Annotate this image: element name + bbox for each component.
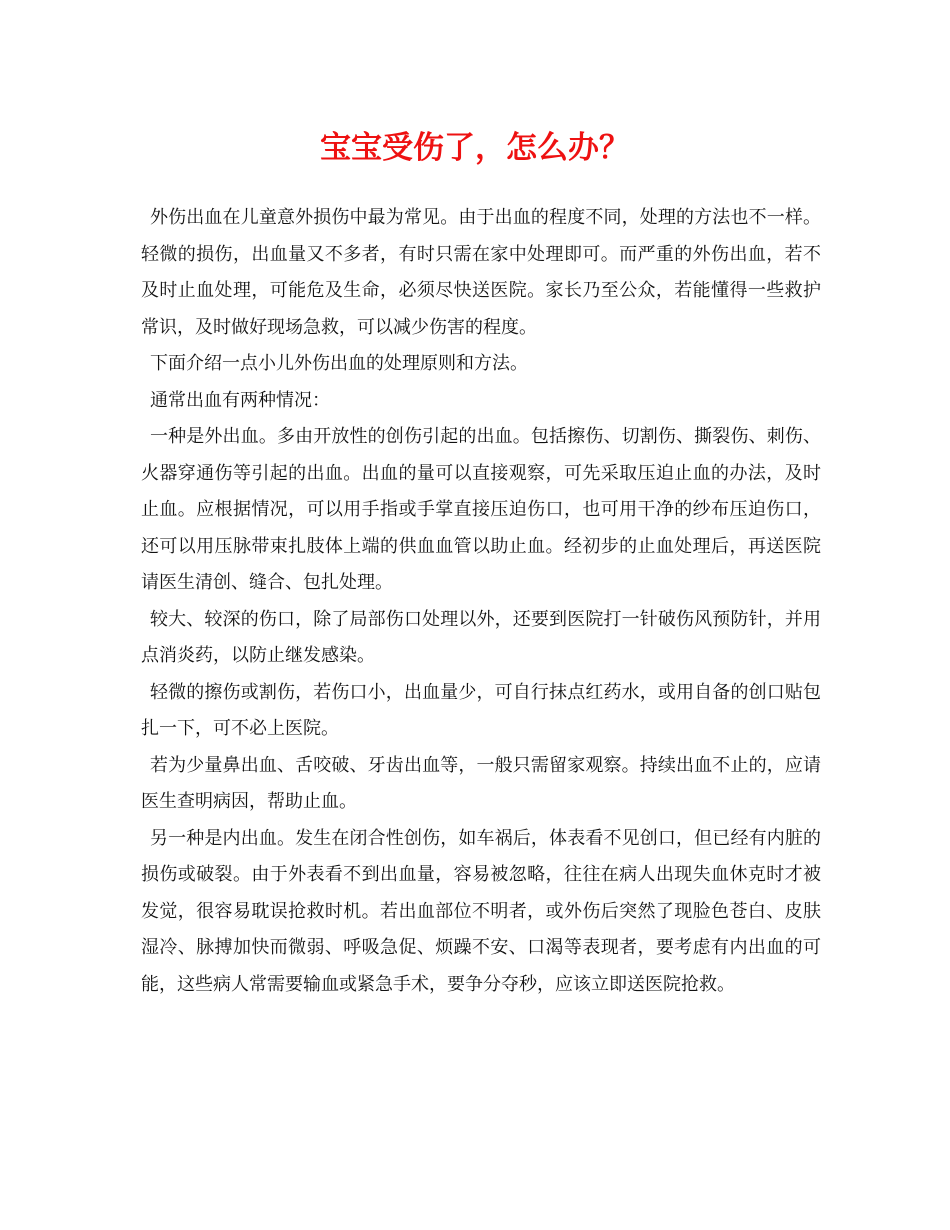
paragraph-overview: 下面介绍一点小儿外伤出血的处理原则和方法。 bbox=[150, 353, 528, 374]
paragraph-internal-bleeding: 另一种是内出血。发生在闭合性创伤，如车祸后，体表看不见创口，但已经有内脏的损伤或破裂。由于外表看不到出血量，容易被忽略，往往在病人出现失血休克时才被发觉，很容易耽误抢救时机。若出血部位不明者，或外伤后突然了现脸色苍白、皮肤湿冷、脉搏加快而微弱、呼吸急促、烦躁不安、口渴等表现者，要考虑有内出血的可能，这些病人常需要输血或紧急手术，要争分夺秒，应该立即送医院抢救。 bbox=[141, 827, 821, 995]
paragraph-intro: 外伤出血在儿童意外损伤中最为常见。由于出血的程度不同，处理的方法也不一样。轻微的损伤，出血量又不多者，有时只需在家中处理即可。而严重的外伤出血，若不及时止血处理，可能危及生命，必须尽快送医院。家长乃至公众，若能懂得一些救护常识，及时做好现场急救，可以减少伤害的程度。 bbox=[141, 207, 821, 338]
paragraph-minor-wound: 轻微的擦伤或割伤，若伤口小，出血量少，可自行抹点红药水，或用自备的创口贴包扎一下，可不必上医院。 bbox=[141, 681, 821, 739]
document-body bbox=[141, 200, 821, 1003]
paragraph-external-bleeding: 一种是外出血。多由开放性的创伤引起的出血。包括擦伤、切割伤、撕裂伤、刺伤、火器穿通伤等引起的出血。出血的量可以直接观察，可先采取压迫止血的办法，及时止血。应根据情况，可以用手指或手掌直接压迫伤口，也可用干净的纱布压迫伤口，还可以用压脉带束扎肢体上端的供血血管以助止血。经初步的止血处理后，再送医院请医生清创、缝合、包扎处理。 bbox=[141, 426, 821, 593]
paragraph-deep-wound: 较大、较深的伤口，除了局部伤口处理以外，还要到医院打一针破伤风预防针，并用点消炎药，以防止继发感染。 bbox=[141, 608, 821, 666]
paragraph-two-types: 通常出血有两种情况： bbox=[150, 389, 330, 411]
paragraph-nosebleed: 若为少量鼻出血、舌咬破、牙齿出血等，一般只需留家观察。持续出血不止的，应请医生查明病因，帮助止血。 bbox=[141, 754, 821, 812]
document-title: 宝宝受伤了，怎么办？ bbox=[320, 130, 630, 166]
